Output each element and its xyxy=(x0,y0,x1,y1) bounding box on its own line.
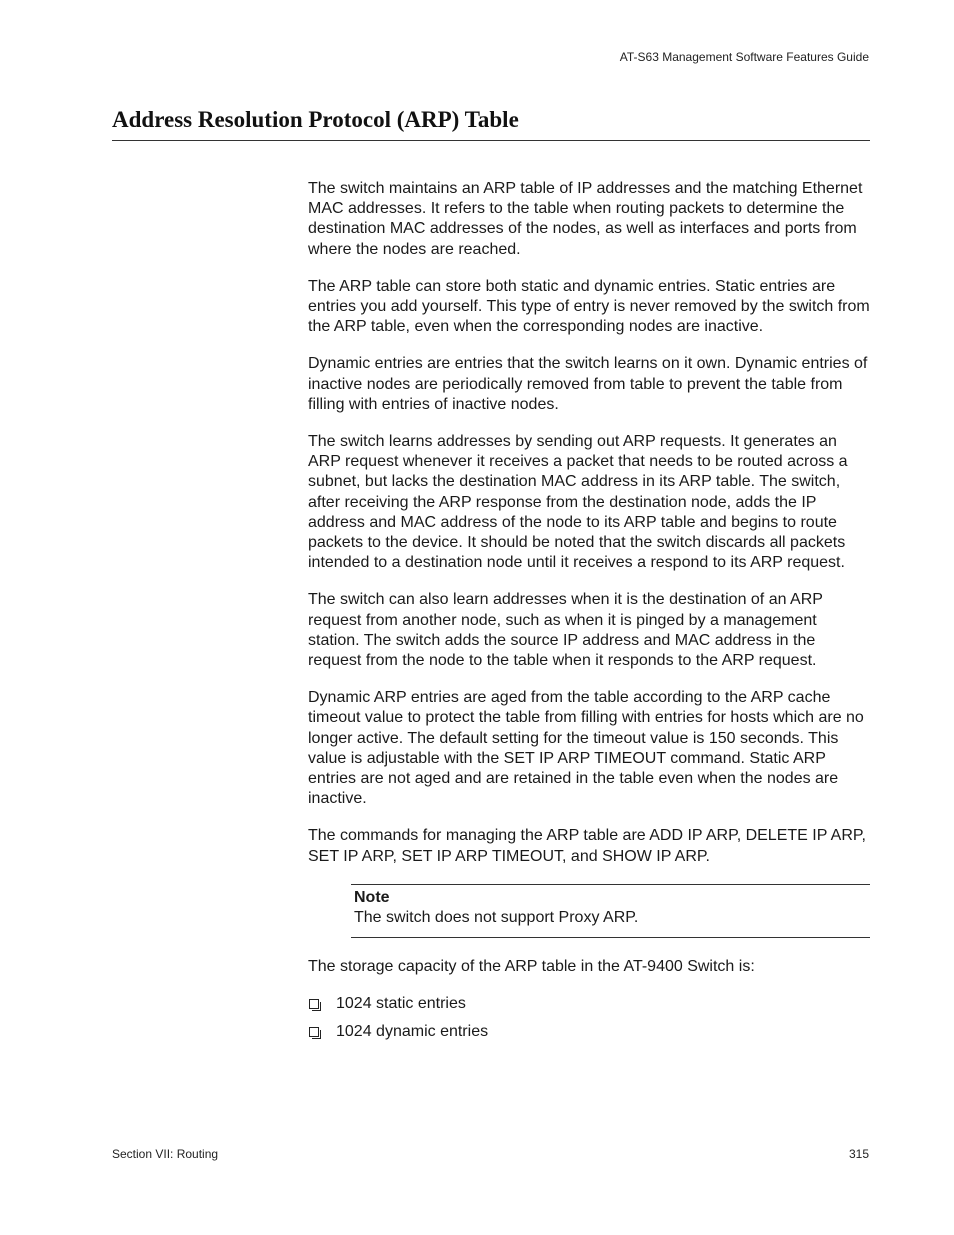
paragraph-arp-table-overview: The switch maintains an ARP table of IP addresses and the matching Ethernet MAC addresses. It refers to the table when routing packets to determine the destination MAC addresses of the nodes, as well as interfaces and ports from where the nodes are reached. xyxy=(308,180,863,258)
list-item-text: 1024 static entries xyxy=(336,995,466,1013)
shadowed-box-bullet-icon xyxy=(309,999,319,1009)
paragraph-arp-requests: The switch learns addresses by sending out ARP requests. It generates an ARP request whenever it receives a packet that needs to be routed across a subnet, but lacks the destination MAC address in its ARP table. The switch, after receiving the ARP response from the destination node, adds the IP address and MAC address of the node to its ARP table and begins to route packets to the device. It should be noted that the switch discards all packets intended to a destination node until it receives a respond to its ARP request. xyxy=(308,433,848,572)
list-item-text: 1024 dynamic entries xyxy=(336,1023,489,1041)
footer-page-number: 315 xyxy=(848,1147,869,1161)
paragraph-storage-capacity: The storage capacity of the ARP table in the AT-9400 Switch is: xyxy=(308,957,755,975)
footer-section-label: Section VII: Routing xyxy=(112,1147,219,1161)
list-item xyxy=(308,994,870,1014)
note-box xyxy=(351,884,870,938)
running-header-title: AT-S63 Management Software Features Guide xyxy=(619,50,869,64)
body-content xyxy=(308,179,870,1050)
paragraph-aging: Dynamic ARP entries are aged from the table according to the ARP cache timeout value to protect the table from filling with entries for hosts which are no longer active. The default setting for the timeout value is 150 seconds. This value is adjustable with the SET IP ARP TIMEOUT command. Static ARP entries are not aged and are retained in the table even when the nodes are inactive. xyxy=(308,689,864,808)
note-text: The switch does not support Proxy ARP. xyxy=(354,908,639,926)
title-divider xyxy=(112,140,870,141)
capacity-list xyxy=(308,994,870,1042)
paragraph-learn-as-destination: The switch can also learn addresses when it is the destination of an ARP request from another node, such as when it is pinged by a management station. The switch adds the source IP address and MAC address in the request from the node to the table when it responds to the ARP request. xyxy=(308,591,823,670)
note-heading: Note xyxy=(354,888,390,906)
paragraph-static-dynamic-entries: The ARP table can store both static and dynamic entries. Static entries are entries you add yourself. This type of entry is never removed by the switch from the ARP table, even when the corresponding nodes are inactive. xyxy=(308,277,870,336)
shadowed-box-bullet-icon xyxy=(309,1027,319,1037)
paragraph-dynamic-entries: Dynamic entries are entries that the switch learns on it own. Dynamic entries of inactive nodes are periodically removed from table to prevent the table from filling with entries of inactive nodes. xyxy=(308,355,868,413)
list-item xyxy=(308,1022,870,1042)
section-title: Address Resolution Protocol (ARP) Table xyxy=(112,107,519,132)
paragraph-commands: The commands for managing the ARP table are ADD IP ARP, DELETE IP ARP, SET IP ARP, SET IP ARP TIMEOUT, and SHOW IP ARP. xyxy=(308,827,866,865)
